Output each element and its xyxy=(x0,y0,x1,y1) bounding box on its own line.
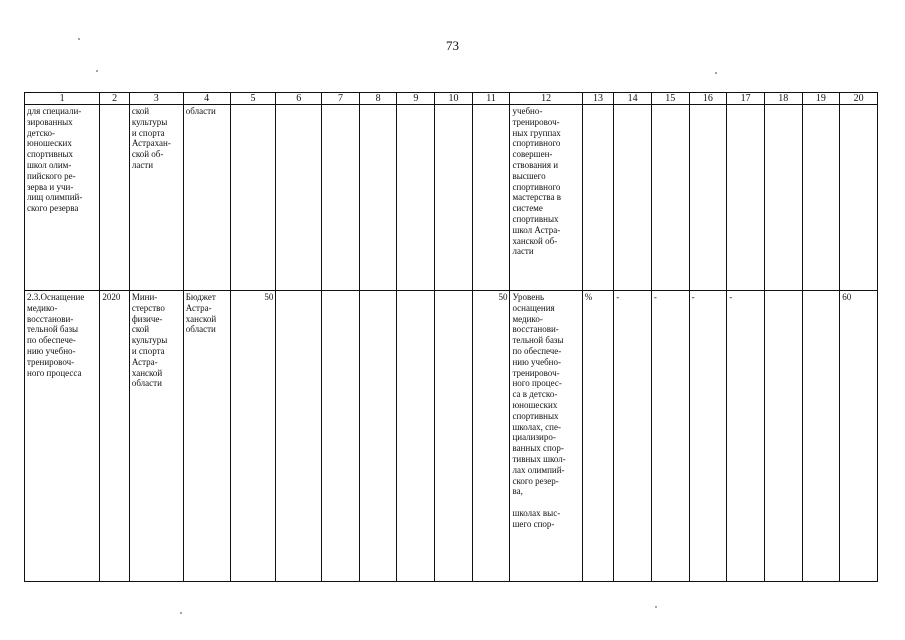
col-header-13: 13 xyxy=(582,93,614,105)
cell-col20: 60 xyxy=(840,291,878,582)
col-header-20: 20 xyxy=(840,93,878,105)
cell-col6 xyxy=(276,291,322,582)
cell-col19 xyxy=(802,291,840,582)
page-number: 73 xyxy=(446,38,459,53)
header-row xyxy=(25,93,878,105)
col-header-1: 1 xyxy=(25,93,100,105)
cell-indicator: Уровень оснащения медико- восстанови- тельной базы по обеспече- нию учебно- тренировоч- ного процес- са в детско- юношеских спортивных школах, спе- циализиро- ванных спор- тивных школ- лах олимпий- ского резер- ва, школах выс- шего спор- xyxy=(510,291,582,582)
col-header-11: 11 xyxy=(472,93,510,105)
col-header-15: 15 xyxy=(651,93,689,105)
cell-activity: 2.3.Оснащение медико- восстанови- тельной базы по обеспече- нию учебно- тренировоч- ного процесса xyxy=(25,291,100,582)
scan-speck xyxy=(180,612,182,614)
cell-col11: 50 xyxy=(472,291,510,582)
col-header-19: 19 xyxy=(802,93,840,105)
cell-col18 xyxy=(764,105,802,291)
cell-col18 xyxy=(764,291,802,582)
cell-executor: ской культуры и спорта Астрахан- ской об- ласти xyxy=(129,105,183,291)
cell-col8 xyxy=(359,291,397,582)
col-header-9: 9 xyxy=(397,93,435,105)
cell-col8 xyxy=(359,105,397,291)
cell-col17: - xyxy=(727,291,765,582)
col-header-4: 4 xyxy=(183,93,230,105)
program-table xyxy=(24,92,878,582)
col-header-6: 6 xyxy=(276,93,322,105)
col-header-2: 2 xyxy=(100,93,130,105)
col-header-10: 10 xyxy=(435,93,473,105)
cell-col14: - xyxy=(614,291,652,582)
table-row xyxy=(25,291,878,582)
col-header-7: 7 xyxy=(322,93,360,105)
cell-col9 xyxy=(397,291,435,582)
cell-col17 xyxy=(727,105,765,291)
col-header-3: 3 xyxy=(129,93,183,105)
cell-col19 xyxy=(802,105,840,291)
col-header-8: 8 xyxy=(359,93,397,105)
cell-col15: - xyxy=(651,291,689,582)
col-header-14: 14 xyxy=(614,93,652,105)
scan-speck xyxy=(78,38,80,40)
cell-col16: - xyxy=(689,291,727,582)
col-header-16: 16 xyxy=(689,93,727,105)
cell-unit: % xyxy=(582,291,614,582)
cell-col10 xyxy=(435,105,473,291)
table-row xyxy=(25,105,878,291)
cell-funding-source: Бюджет Астра- ханской области xyxy=(183,291,230,582)
col-header-12: 12 xyxy=(510,93,582,105)
cell-funding-source: области xyxy=(183,105,230,291)
cell-col5: 50 xyxy=(230,291,276,582)
cell-col20 xyxy=(840,105,878,291)
cell-col15 xyxy=(651,105,689,291)
cell-col7 xyxy=(322,291,360,582)
col-header-18: 18 xyxy=(764,93,802,105)
cell-year: 2020 xyxy=(100,291,130,582)
col-header-5: 5 xyxy=(230,93,276,105)
cell-col10 xyxy=(435,291,473,582)
col-header-17: 17 xyxy=(727,93,765,105)
scan-speck xyxy=(655,606,657,608)
cell-year xyxy=(100,105,130,291)
cell-executor: Мини- стерство физиче- ской культуры и спорта Астра- ханской области xyxy=(129,291,183,582)
cell-col11 xyxy=(472,105,510,291)
cell-col7 xyxy=(322,105,360,291)
scan-speck xyxy=(96,70,98,72)
cell-indicator: учебно- тренировоч- ных группах спортивного совершен- ствования и высшего спортивного мастерства в системе спортивных школ Астра- ханской об- ласти xyxy=(510,105,582,291)
cell-col5 xyxy=(230,105,276,291)
cell-col16 xyxy=(689,105,727,291)
cell-col6 xyxy=(276,105,322,291)
cell-unit xyxy=(582,105,614,291)
cell-col14 xyxy=(614,105,652,291)
scan-speck xyxy=(715,72,717,74)
cell-activity: для специали- зированных детско- юношеских спортивных школ олим- пийского ре- зерва и учи- лищ олимпий- ского резерва xyxy=(25,105,100,291)
cell-col9 xyxy=(397,105,435,291)
